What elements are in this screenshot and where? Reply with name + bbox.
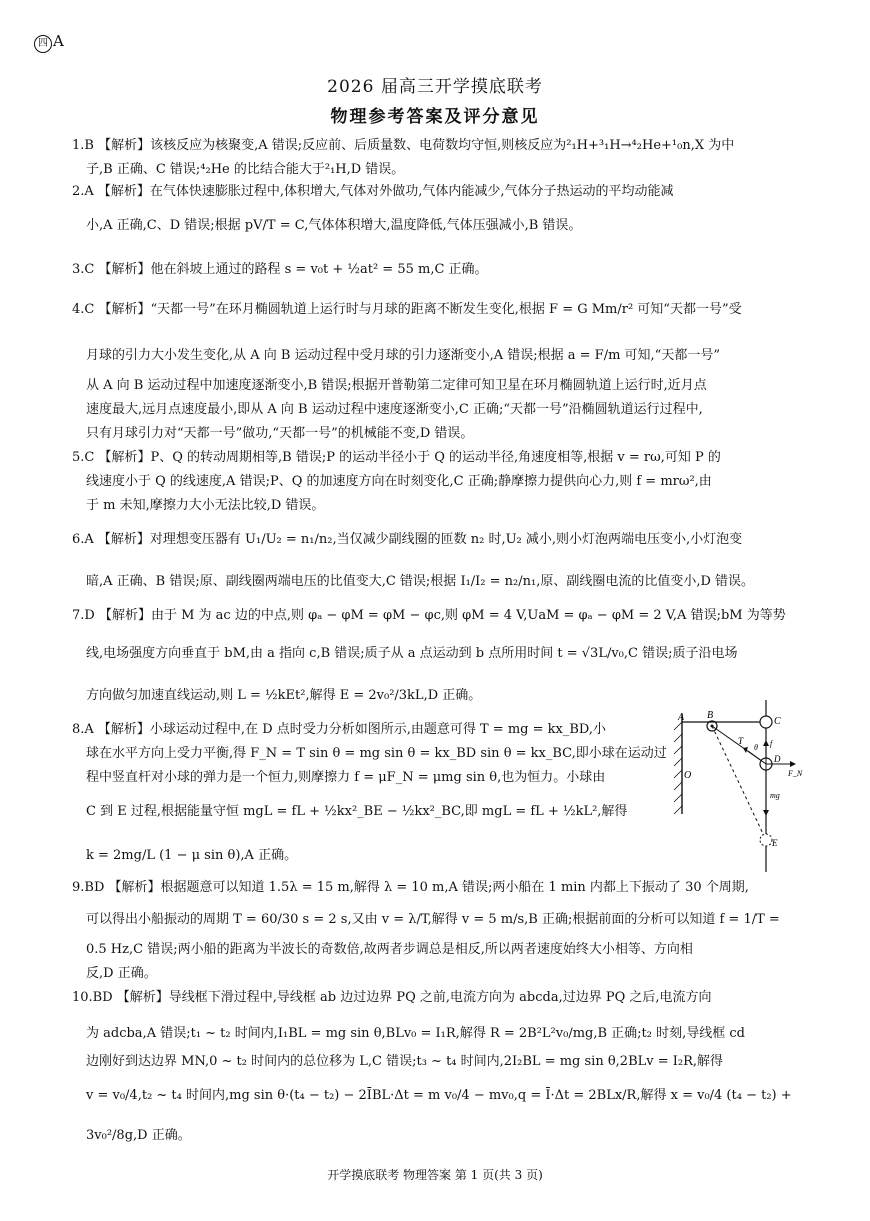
answer-4-line-5: 只有月球引力对“天都一号”做功,“天都一号”的机械能不变,D 错误。	[86, 426, 474, 441]
answer-7-line-2: 线,电场强度方向垂直于 bM,由 a 指向 c,B 错误;质子从 a 点运动到 b 点所用时间 t = √3L/v₀,C 错误;质子沿电场	[86, 646, 738, 661]
version-circle: 四	[34, 35, 52, 53]
page-footer: 开学摸底联考 物理答案 第 1 页(共 3 页)	[327, 1168, 543, 1182]
label-d: D	[774, 754, 781, 764]
answer-1-line-1: 1.B 【解析】该核反应为核聚变,A 错误;反应前、后质量数、电荷数均守恒,则核反应为²₁H+³₁H→⁴₂He+¹₀n,X 为中	[72, 138, 735, 153]
answer-10-line-3: 边刚好到达边界 MN,0 ~ t₂ 时间内的总位移为 L,C 错误;t₃ ~ t₄ 时间内,2I₂BL = mg sin θ,2BLv = I₂R,解得	[86, 1054, 724, 1069]
answer-3-line-1: 3.C 【解析】他在斜坡上通过的路程 s = v₀t + ½at² = 55 m,C 正确。	[72, 262, 488, 277]
answer-10-line-4: v = v₀/4,t₂ ~ t₄ 时间内,mg sin θ·(t₄ − t₂) − 2ĪBL·Δt = m v₀/4 − mv₀,q = Ī·Δt = 2BLx/R,解得 x = v₀/4 (t₄ − t₂) +	[86, 1088, 792, 1103]
answer-9-line-2: 可以得出小船振动的周期 T = 60/30 s = 2 s,又由 v = λ/T,解得 v = 5 m/s,B 正确;根据前面的分析可以知道 f = 1/T =	[86, 912, 780, 927]
label-a: A	[678, 712, 685, 723]
answer-10-line-1: 10.BD 【解析】导线框下滑过程中,导线框 ab 边过边界 PQ 之前,电流方向为 abcda,过边界 PQ 之后,电流方向	[72, 990, 712, 1005]
label-theta: θ	[754, 743, 758, 752]
answer-4-line-1: 4.C 【解析】“天都一号”在环月椭圆轨道上运行时与月球的距离不断发生变化,根据 F = G Mm/r² 可知“天都一号”受	[72, 302, 742, 317]
label-e: E	[772, 838, 778, 848]
label-t: T	[738, 736, 744, 746]
label-f: f	[770, 739, 773, 748]
answer-4-line-3: 从 A 向 B 运动过程中加速度逐渐变小,B 错误;根据开普勒第二定律可知卫星在环月椭圆轨道上运行时,近月点	[86, 378, 707, 393]
answer-4-line-2: 月球的引力大小发生变化,从 A 向 B 运动过程中受月球的引力逐渐变小,A 错误;根据 a = F/m 可知,“天都一号”	[86, 348, 720, 363]
ring-c	[760, 716, 772, 728]
answer-5-line-1: 5.C 【解析】P、Q 的转动周期相等,B 错误;P 的运动半径小于 Q 的运动半径,角速度相等,根据 v = rω,可知 P 的	[72, 450, 721, 465]
label-o: O	[684, 770, 692, 781]
answer-9-line-4: 反,D 正确。	[86, 966, 157, 981]
answer-7-line-3: 方向做匀加速直线运动,则 L = ½kEt²,解得 E = 2v₀²/3kL,D 正确。	[86, 688, 482, 703]
version-letter: A	[53, 32, 64, 50]
answer-10-line-5: 3v₀²/8g,D 正确。	[86, 1128, 191, 1143]
wall-hatching	[674, 722, 682, 814]
answer-4-line-4: 速度最大,远月点速度最小,即从 A 向 B 运动过程中速度逐渐变小,C 正确;“天都一号”沿椭圆轨道运行过程中,	[86, 402, 703, 417]
ring-e	[760, 834, 772, 846]
exam-title: 2026 届高三开学摸底联考	[327, 77, 543, 97]
answer-9-line-3: 0.5 Hz,C 错误;两小船的距离为半波长的奇数倍,故两者步调总是相反,所以两者速度始终大小相等、方向相	[86, 942, 693, 957]
answer-5-line-3: 于 m 未知,摩擦力大小无法比较,D 错误。	[86, 498, 325, 513]
answer-key-title: 物理参考答案及评分意见	[330, 107, 540, 127]
answer-6-line-2: 暗,A 正确、B 错误;原、副线圈两端电压的比值变大,C 错误;根据 I₁/I₂ = n₂/n₁,原、副线圈电流的比值变小,D 错误。	[86, 574, 755, 589]
answer-8-line-3: 程中竖直杆对小球的弹力是一个恒力,则摩擦力 f = μF_N = μmg sin θ,也为恒力。小球由	[86, 770, 606, 785]
answer-8-line-2: 球在水平方向上受力平衡,得 F_N = T sin θ = mg sin θ = kx_BD sin θ = kx_BC,即小球在运动过	[86, 746, 667, 761]
label-b: B	[707, 710, 714, 721]
force-analysis-figure	[668, 694, 818, 874]
label-mg: mg	[770, 791, 780, 800]
label-fn: F_N	[788, 769, 803, 778]
tension-arrow	[748, 751, 766, 764]
answer-9-line-1: 9.BD 【解析】根据题意可以知道 1.5λ = 15 m,解得 λ = 10 m,A 错误;两小船在 1 min 内都上下振动了 30 个周期,	[72, 880, 749, 895]
answer-1-line-2: 子,B 正确、C 错误;⁴₂He 的比结合能大于²₁H,D 错误。	[86, 162, 405, 177]
label-c: C	[774, 716, 781, 727]
answer-2-line-2: 小,A 正确,C、D 错误;根据 pV/T = C,气体体积增大,温度降低,气体压强减小,B 错误。	[86, 218, 582, 233]
answer-7-line-1: 7.D 【解析】由于 M 为 ac 边的中点,则 φₐ − φM = φM − φc,则 φM = 4 V,UaM = φₐ − φM = 2 V,A 错误;bM 为等势	[72, 608, 786, 623]
answer-10-line-2: 为 adcba,A 错误;t₁ ~ t₂ 时间内,I₁BL = mg sin θ,BLv₀ = I₁R,解得 R = 2B²L²v₀/mg,B 正确;t₂ 时刻,导线框 cd	[86, 1026, 745, 1041]
paper-version-mark	[34, 32, 64, 53]
answer-2-line-1: 2.A 【解析】在气体快速膨胀过程中,体积增大,气体对外做功,气体内能减少,气体分子热运动的平均动能减	[72, 184, 674, 199]
answer-8-line-5: k = 2mg/L (1 − μ sin θ),A 正确。	[86, 848, 298, 863]
answer-5-line-2: 线速度小于 Q 的线速度,A 错误;P、Q 的加速度方向在时刻变化,C 正确;静摩擦力提供向心力,则 f = mrω²,由	[86, 474, 712, 489]
answer-6-line-1: 6.A 【解析】对理想变压器有 U₁/U₂ = n₁/n₂,当仅减少副线圈的匝数 n₂ 时,U₂ 减小,则小灯泡两端电压变小,小灯泡变	[72, 532, 743, 547]
answer-8-line-1: 8.A 【解析】小球运动过程中,在 D 点时受力分析如图所示,由题意可得 T = mg = kx_BD,小	[72, 722, 606, 737]
answer-8-line-4: C 到 E 过程,根据能量守恒 mgL = fL + ½kx²_BE − ½kx²_BC,即 mgL = fL + ½kL²,解得	[86, 804, 628, 819]
